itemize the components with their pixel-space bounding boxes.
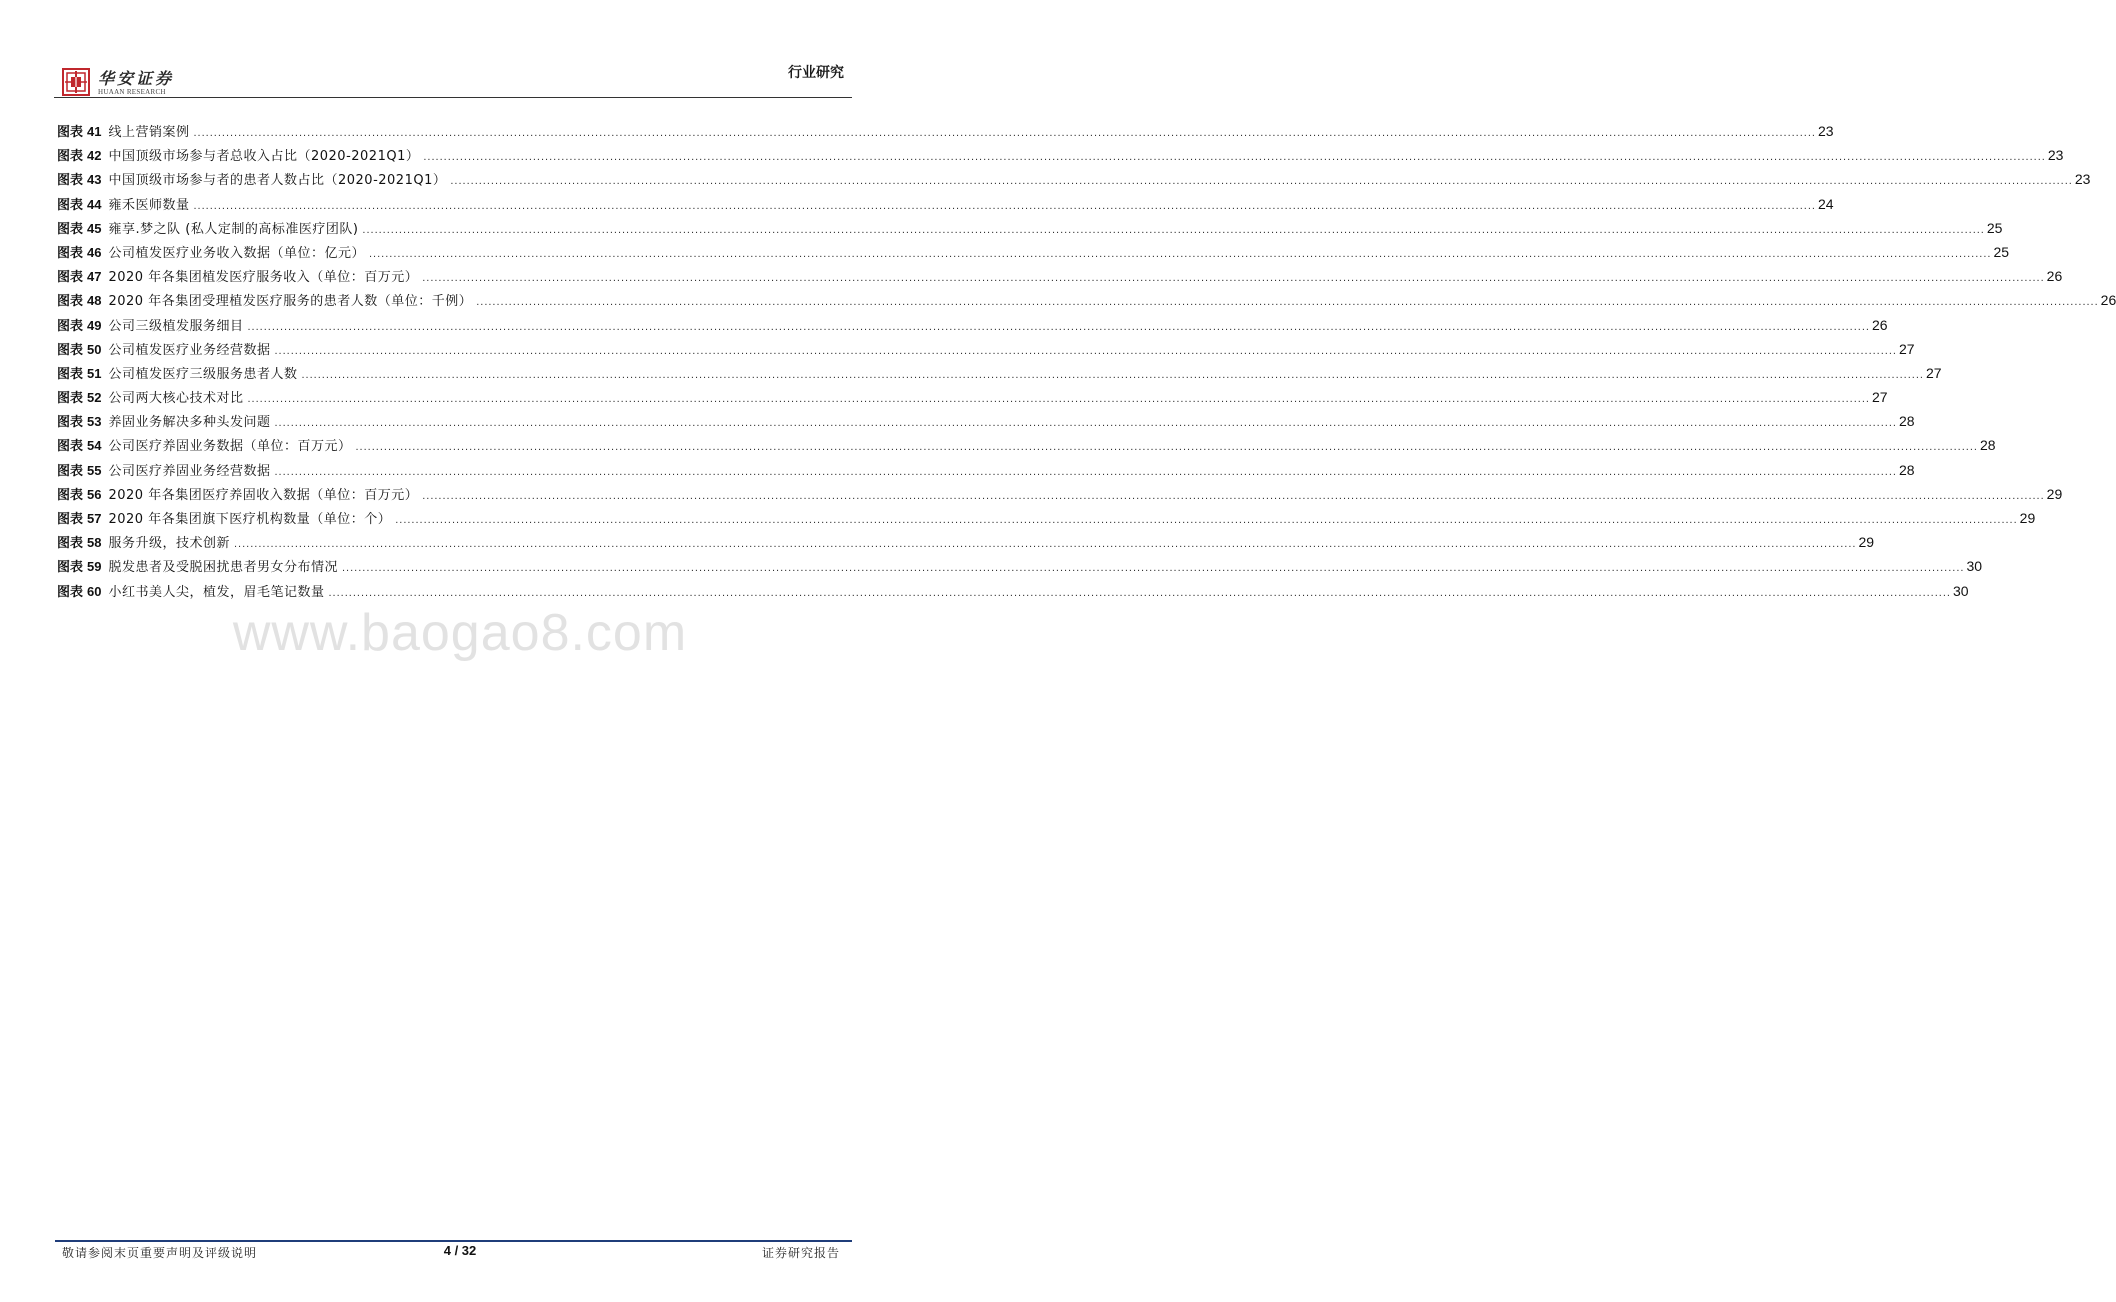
toc-entry-label: 图表 <box>57 125 84 140</box>
toc-dot-leader: ................................................................................................................................................................................................................................................................................................................................................................................................................ <box>193 127 1816 139</box>
toc-dot-leader: ................................................................................................................................................................................................................................................................................................................................................................................................................ <box>247 320 1870 333</box>
toc-entry-label: 图表 <box>57 173 84 189</box>
toc-entry-number: 46 <box>87 244 102 260</box>
toc-entry-page: 23 <box>2074 171 2091 188</box>
toc-entry-label: 图表 <box>57 391 84 407</box>
toc-entry[interactable] <box>57 315 1888 339</box>
toc-dot-leader: ................................................................................................................................................................................................................................................................................................................................................................................................................ <box>355 441 1978 454</box>
toc-entry-title: 养固业务解决多种头发问题 <box>108 415 271 431</box>
toc-entry-label: 图表 <box>57 439 84 455</box>
toc-entry-number: 48 <box>87 293 102 309</box>
toc-entry[interactable] <box>57 169 2091 193</box>
toc-dot-leader: ................................................................................................................................................................................................................................................................................................................................................................................................................ <box>395 514 2018 526</box>
toc-entry-title: 2020 年各集团旗下医疗机构数量（单位：个） <box>108 512 392 527</box>
toc-dot-leader: ................................................................................................................................................................................................................................................................................................................................................................................................................ <box>234 538 1857 551</box>
toc-entry-number: 57 <box>87 511 102 526</box>
toc-entry-title: 公司植发医疗三级服务患者人数 <box>108 366 298 382</box>
toc-dot-leader: ................................................................................................................................................................................................................................................................................................................................................................................................................ <box>342 562 1965 575</box>
toc-entry-number: 53 <box>87 414 102 430</box>
toc-entry[interactable] <box>57 339 1915 363</box>
toc-entry-title: 雍享.梦之队 (私人定制的高标准医疗团队) <box>108 221 359 237</box>
header-rule-accent <box>54 97 62 98</box>
watermark: www.baogao8.com <box>232 604 688 662</box>
toc-entry-number: 55 <box>87 462 102 478</box>
toc-entry-number: 51 <box>87 365 102 381</box>
toc-entry-number: 49 <box>87 317 102 333</box>
toc-entry-title: 2020 年各集团医疗养固收入数据（单位：百万元） <box>108 487 419 503</box>
toc-entry-page: 23 <box>2047 147 2064 164</box>
toc-entry-title: 中国顶级市场参与者总收入占比（2020-2021Q1） <box>108 149 420 165</box>
toc-dot-leader: ................................................................................................................................................................................................................................................................................................................................................................................................................ <box>476 296 2099 309</box>
toc-entry[interactable] <box>57 266 2063 290</box>
toc-entry[interactable] <box>57 411 1915 435</box>
logo-en-text: HUAAN RESEARCH <box>98 88 166 96</box>
toc-entry-page: 26 <box>2046 268 2063 285</box>
toc-entry-label: 图表 <box>57 584 84 600</box>
toc-entry[interactable] <box>57 508 2036 532</box>
toc-entry-title: 公司两大核心技术对比 <box>108 391 244 407</box>
toc-dot-leader: ................................................................................................................................................................................................................................................................................................................................................................................................................ <box>450 175 2073 188</box>
page-number: 4 / 32 <box>443 1243 477 1258</box>
toc-entry[interactable] <box>57 460 1915 484</box>
toc-dot-leader: ................................................................................................................................................................................................................................................................................................................................................................................................................ <box>362 223 1985 236</box>
toc-dot-leader: ................................................................................................................................................................................................................................................................................................................................................................................................................ <box>274 417 1897 430</box>
toc-entry-title: 线上营销案例 <box>108 125 190 140</box>
toc-entry[interactable] <box>57 194 1834 218</box>
toc-entry-title: 公司医疗养固业务经营数据 <box>108 463 271 479</box>
toc-entry-label: 图表 <box>57 197 84 213</box>
toc-dot-leader: ................................................................................................................................................................................................................................................................................................................................................................................................................ <box>301 368 1924 381</box>
toc-dot-leader: ................................................................................................................................................................................................................................................................................................................................................................................................................ <box>193 199 1816 212</box>
toc-dot-leader: ................................................................................................................................................................................................................................................................................................................................................................................................................ <box>328 586 1951 599</box>
toc-entry-page: 26 <box>1871 316 1888 333</box>
toc-entry-label: 图表 <box>57 270 84 286</box>
toc-entry-page: 28 <box>1898 413 1915 430</box>
footer-doc-type: 证券研究报告 <box>761 1246 840 1260</box>
toc-entry-title: 小红书美人尖，植发，眉毛笔记数量 <box>108 584 325 600</box>
toc-entry-label: 图表 <box>57 512 84 527</box>
toc-entry[interactable] <box>57 532 1875 556</box>
toc-entry-label: 图表 <box>57 487 84 503</box>
toc-entry-number: 45 <box>87 220 102 236</box>
toc-entry-page: 24 <box>1817 195 1834 212</box>
toc-entry-number: 43 <box>87 172 102 188</box>
report-section-label: 行业研究 <box>788 65 844 81</box>
toc-entry[interactable] <box>57 242 2010 266</box>
toc-entry-page: 30 <box>1966 558 1983 575</box>
toc-entry[interactable] <box>57 435 1996 459</box>
toc-entry-number: 52 <box>87 390 102 406</box>
header-rule <box>62 97 852 98</box>
toc-entry-label: 图表 <box>57 463 84 479</box>
toc-entry-page: 29 <box>1858 534 1875 551</box>
toc-dot-leader: ................................................................................................................................................................................................................................................................................................................................................................................................................ <box>247 393 1870 406</box>
toc-entry-label: 图表 <box>57 415 84 431</box>
toc-entry-page: 23 <box>1817 123 1834 139</box>
toc-dot-leader: ................................................................................................................................................................................................................................................................................................................................................................................................................ <box>422 272 2045 285</box>
toc-entry-label: 图表 <box>57 221 84 237</box>
toc-entry-number: 56 <box>87 486 102 502</box>
footer-disclaimer: 敬请参阅末页重要声明及评级说明 <box>62 1246 258 1260</box>
toc-entry-number: 59 <box>87 559 102 575</box>
toc-entry-label: 图表 <box>57 366 84 382</box>
toc-entry-number: 60 <box>87 583 102 599</box>
toc-entry[interactable] <box>57 145 2064 169</box>
toc-entry-title: 公司植发医疗业务收入数据（单位：亿元） <box>108 245 365 261</box>
toc-entry-title: 公司三级植发服务细目 <box>108 318 244 334</box>
toc-entry-page: 27 <box>1871 389 1888 406</box>
toc-dot-leader: ................................................................................................................................................................................................................................................................................................................................................................................................................ <box>369 247 1992 260</box>
toc-entry[interactable] <box>57 363 1942 387</box>
toc-dot-leader: ................................................................................................................................................................................................................................................................................................................................................................................................................ <box>422 489 2045 502</box>
toc-entry-title: 中国顶级市场参与者的患者人数占比（2020-2021Q1） <box>108 173 447 189</box>
toc-dot-leader: ................................................................................................................................................................................................................................................................................................................................................................................................................ <box>274 344 1897 357</box>
toc-entry-page: 28 <box>1979 437 1996 454</box>
footer-rule <box>55 1240 852 1242</box>
toc-entry-title: 雍禾医师数量 <box>108 197 190 213</box>
toc-entry-number: 54 <box>87 438 102 454</box>
toc-dot-leader: ................................................................................................................................................................................................................................................................................................................................................................................................................ <box>274 465 1897 478</box>
toc-entry[interactable] <box>57 218 2003 242</box>
figure-list <box>57 121 2116 605</box>
logo-cn-text: 华安证券 <box>98 69 175 88</box>
toc-entry-title: 2020 年各集团受理植发医疗服务的患者人数（单位：千例） <box>108 294 473 310</box>
toc-entry-page: 27 <box>1898 340 1915 357</box>
toc-entry[interactable] <box>57 121 1834 145</box>
toc-entry-label: 图表 <box>57 149 84 165</box>
toc-entry-title: 公司医疗养固业务数据（单位：百万元） <box>108 439 352 455</box>
toc-entry-number: 41 <box>87 124 102 139</box>
toc-entry-number: 47 <box>87 269 102 285</box>
toc-entry-page: 27 <box>1925 364 1942 381</box>
toc-entry-number: 42 <box>87 148 102 164</box>
toc-entry-page: 30 <box>1952 582 1969 599</box>
toc-entry-number: 58 <box>87 535 102 551</box>
toc-entry-page: 28 <box>1898 461 1915 478</box>
toc-entry-page: 29 <box>2046 485 2063 502</box>
toc-entry-label: 图表 <box>57 536 84 552</box>
logo-emblem-icon <box>62 68 90 96</box>
toc-entry[interactable] <box>57 290 2116 314</box>
toc-entry-page: 26 <box>2100 292 2116 309</box>
toc-entry-label: 图表 <box>57 294 84 310</box>
toc-entry-title: 脱发患者及受脱困扰患者男女分布情况 <box>108 560 338 576</box>
toc-entry[interactable] <box>57 484 2063 508</box>
toc-entry-label: 图表 <box>57 342 84 358</box>
toc-entry-page: 29 <box>2019 510 2036 526</box>
toc-entry-title: 2020 年各集团植发医疗服务收入（单位：百万元） <box>108 270 419 286</box>
toc-entry-label: 图表 <box>57 560 84 576</box>
toc-entry[interactable] <box>57 581 1969 605</box>
toc-entry-label: 图表 <box>57 245 84 261</box>
toc-entry-page: 25 <box>1993 243 2010 260</box>
toc-entry-label: 图表 <box>57 318 84 334</box>
toc-entry-page: 25 <box>1986 219 2003 236</box>
toc-entry-title: 公司植发医疗业务经营数据 <box>108 342 271 358</box>
toc-dot-leader: ................................................................................................................................................................................................................................................................................................................................................................................................................ <box>423 151 2046 164</box>
toc-entry[interactable] <box>57 556 1983 580</box>
toc-entry[interactable] <box>57 387 1888 411</box>
toc-entry-number: 44 <box>87 196 102 212</box>
toc-entry-title: 服务升级，技术创新 <box>108 536 230 552</box>
toc-entry-number: 50 <box>87 341 102 357</box>
